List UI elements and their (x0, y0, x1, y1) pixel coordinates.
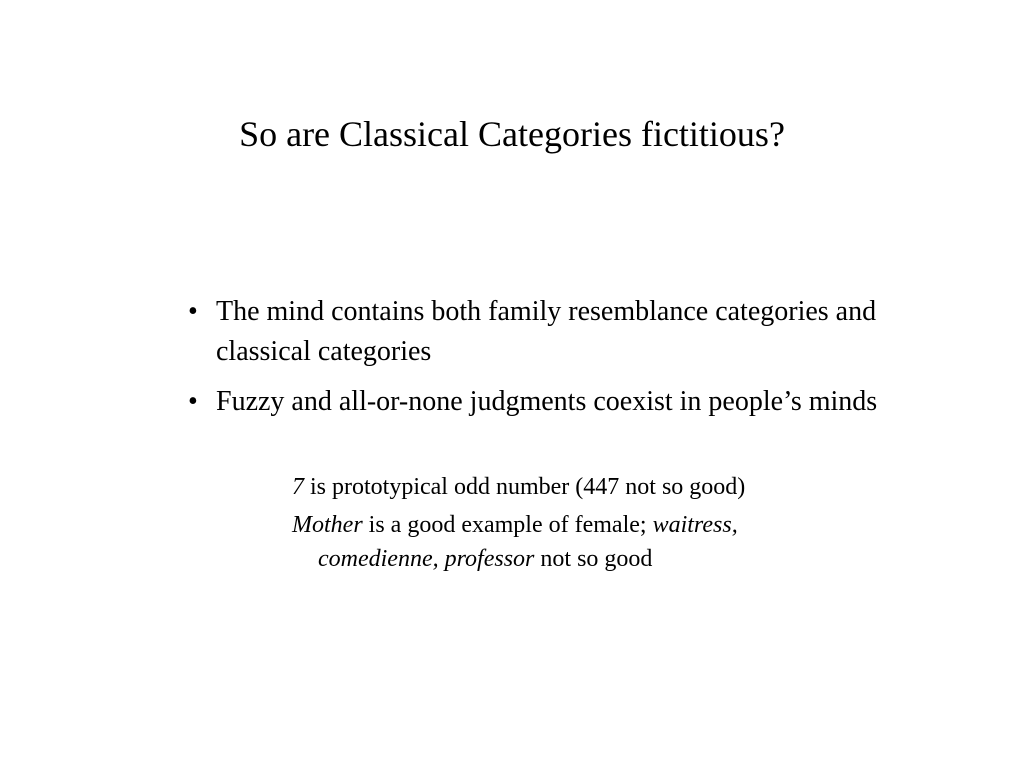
sub-item (292, 470, 852, 504)
bullet-text: The mind contains both family resemblance categories and classical categories (216, 296, 877, 367)
bullet-marker: • (188, 296, 198, 327)
sub-bullet-list (292, 470, 852, 580)
sub-item-italic-tail: waitress, comedienne, professor (318, 512, 738, 572)
slide-title: So are Classical Categories fictitious? (239, 114, 785, 154)
bullet-marker: • (188, 386, 198, 417)
sub-item-text-end: not so good (534, 546, 653, 572)
sub-item-italic-lead: Mother (292, 512, 363, 538)
bullet-item (188, 292, 948, 372)
sub-item-italic-lead: 7 (292, 474, 304, 500)
sub-item-text: is a good example of female; (362, 512, 653, 538)
bullet-item (188, 382, 948, 422)
sub-item (292, 508, 852, 576)
sub-item-text: is prototypical odd number (447 not so good) (304, 474, 746, 500)
bullet-text: Fuzzy and all-or-none judgments coexist in people’s minds (216, 386, 878, 417)
bullet-list (188, 292, 948, 432)
